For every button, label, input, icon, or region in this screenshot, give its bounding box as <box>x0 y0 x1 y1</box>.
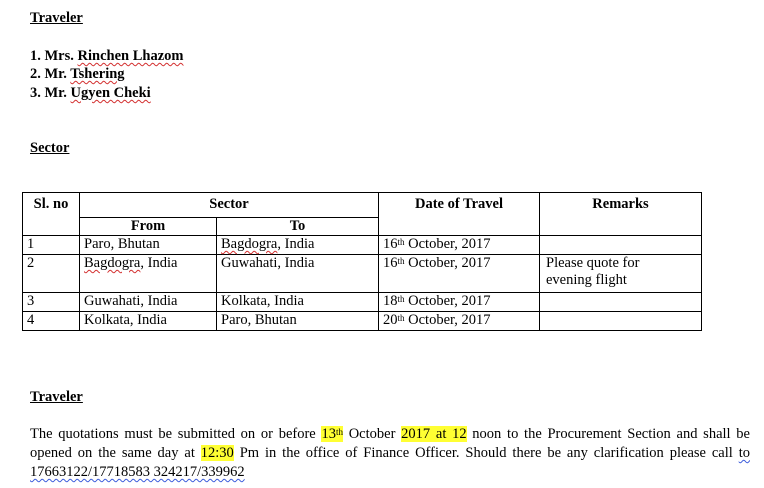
cell-remarks: Please quote for evening flight <box>540 255 702 293</box>
traveler-title: Mrs. <box>44 48 74 64</box>
table-row <box>23 312 702 331</box>
traveler-number: 3. <box>30 85 41 101</box>
traveler-name: Ugyen Cheki <box>70 85 151 101</box>
highlight-year: 2017 at 12 <box>401 426 467 442</box>
cell-slno: 2 <box>23 255 80 293</box>
cell-from: Bagdogra, India <box>80 255 217 293</box>
cell-remarks <box>540 293 702 312</box>
footer-heading: Traveler <box>30 389 83 405</box>
traveler-item-2 <box>30 66 125 83</box>
quotation-paragraph: The quotations must be submitted on or before 13th October 2017 at 12 noon to the Procurement Section and shall be opened on the same day at 12:30 Pm in the office of Finance Officer. Should there be any clarification please call to 17663122/17718583 324217/339962 <box>30 426 750 480</box>
cell-remarks <box>540 236 702 255</box>
cell-to: Guwahati, India <box>217 255 379 293</box>
traveler-name: Rinchen Lhazom <box>77 48 184 64</box>
traveler-title: Mr. <box>44 66 67 82</box>
cell-from: Guwahati, India <box>80 293 217 312</box>
header-to: To <box>217 218 379 236</box>
sector-heading: Sector <box>30 140 70 156</box>
cell-slno: 1 <box>23 236 80 255</box>
cell-to: Bagdogra, India <box>217 236 379 255</box>
highlight-time: 12:30 <box>200 445 234 461</box>
cell-remarks <box>540 312 702 331</box>
traveler-item-3 <box>30 85 151 102</box>
travelers-heading: Traveler <box>30 10 83 26</box>
sector-table <box>22 192 702 331</box>
table-row <box>23 236 702 255</box>
header-from: From <box>80 218 217 236</box>
header-sector: Sector <box>80 193 379 218</box>
header-remarks: Remarks <box>540 193 702 236</box>
traveler-name: Tshering <box>70 66 125 82</box>
cell-date: 20th October, 2017 <box>379 312 540 331</box>
cell-from: Kolkata, India <box>80 312 217 331</box>
phone-numbers: to 17663122/17718583 324217/339962 <box>30 445 750 480</box>
highlight-date: 13th <box>321 426 343 442</box>
table-header-row <box>23 193 702 218</box>
cell-from: Paro, Bhutan <box>80 236 217 255</box>
traveler-item-1 <box>30 48 183 65</box>
table-row <box>23 293 702 312</box>
traveler-title: Mr. <box>44 85 67 101</box>
table-row <box>23 255 702 293</box>
header-date: Date of Travel <box>379 193 540 236</box>
cell-date: 16th October, 2017 <box>379 255 540 293</box>
cell-slno: 4 <box>23 312 80 331</box>
cell-to: Kolkata, India <box>217 293 379 312</box>
traveler-number: 1. <box>30 48 41 64</box>
header-slno: Sl. no <box>23 193 80 236</box>
cell-to: Paro, Bhutan <box>217 312 379 331</box>
cell-date: 16th October, 2017 <box>379 236 540 255</box>
cell-date: 18th October, 2017 <box>379 293 540 312</box>
cell-slno: 3 <box>23 293 80 312</box>
traveler-number: 2. <box>30 66 41 82</box>
